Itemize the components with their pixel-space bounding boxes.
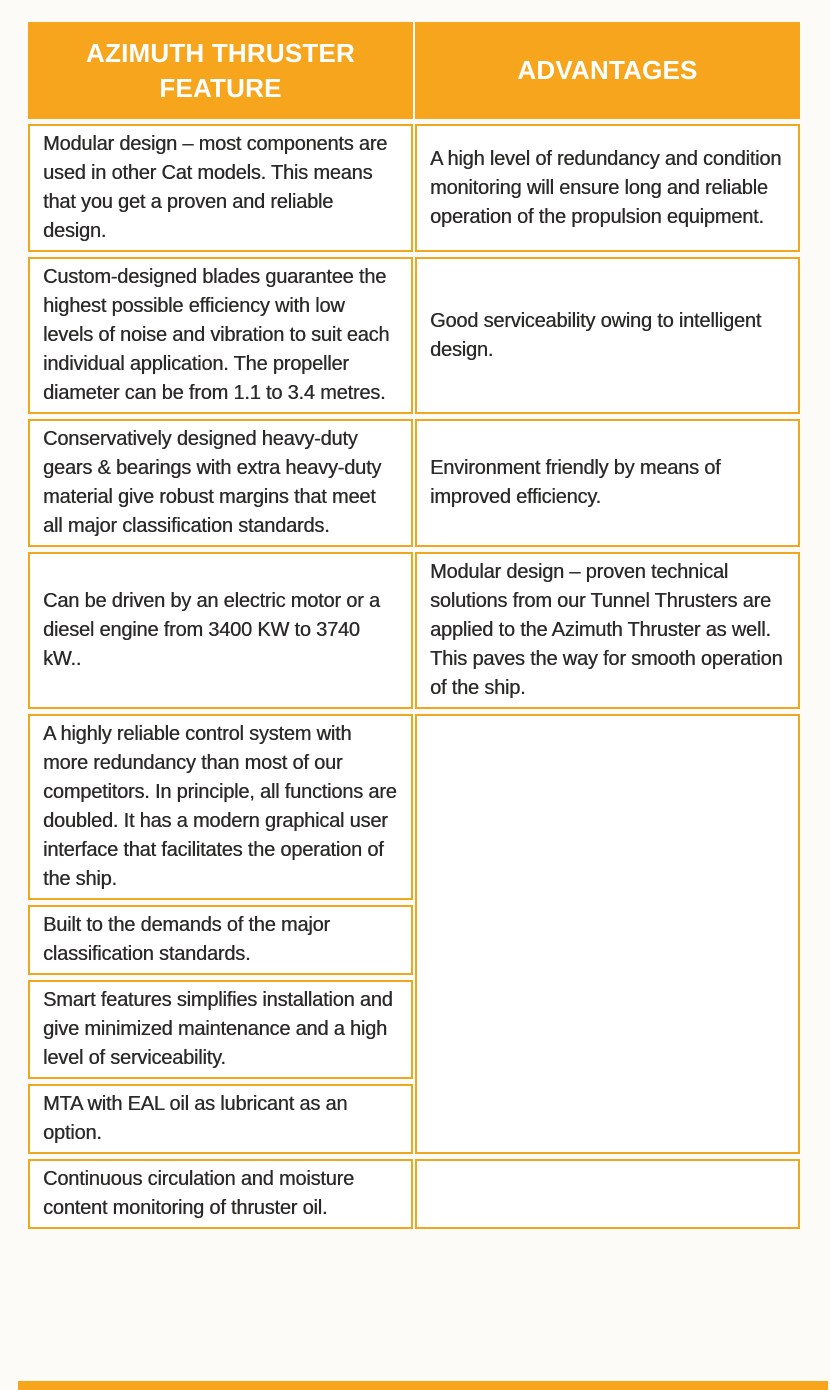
feature-advantage-table [26,17,802,1234]
feature-cell: MTA with EAL oil as lubricant as an option. [28,1084,413,1154]
advantage-cell: A high level of redundancy and condition monitoring will ensure long and reliable operation of the propulsion equipment. [415,124,800,252]
advantage-cell-empty-merged [415,714,800,1154]
advantages-column-header-label: ADVANTAGES [517,55,698,85]
feature-cell: Built to the demands of the major classification standards. [28,905,413,975]
feature-cell: A highly reliable control system with more redundancy than most of our competitors. In principle, all functions are doubled. It has a modern graphical user interface that facilitates the operation of the ship. [28,714,413,900]
cropped-orange-band-bottom [18,1381,828,1390]
advantages-column-header [415,22,800,119]
feature-cell: Can be driven by an electric motor or a diesel engine from 3400 KW to 3740 kW.. [28,552,413,709]
table-header-row [28,22,800,119]
feature-cell: Modular design – most components are used in other Cat models. This means that you get a proven and reliable design. [28,124,413,252]
advantage-cell-empty [415,1159,800,1229]
table-row [28,419,800,547]
feature-cell: Conservatively designed heavy-duty gears & bearings with extra heavy-duty material give robust margins that meet all major classification standards. [28,419,413,547]
feature-cell: Smart features simplifies installation and give minimized maintenance and a high level of serviceability. [28,980,413,1079]
feature-cell: Custom-designed blades guarantee the highest possible efficiency with low levels of noise and vibration to suit each individual application. The propeller diameter can be from 1.1 to 3.4 metres. [28,257,413,414]
table-row [28,124,800,252]
feature-column-header-label: AZIMUTH THRUSTER FEATURE [86,37,355,103]
advantage-cell: Environment friendly by means of improved efficiency. [415,419,800,547]
feature-column-header [28,22,413,119]
advantage-cell: Modular design – proven technical solutions from our Tunnel Thrusters are applied to the Azimuth Thruster as well. This paves the way for smooth operation of the ship. [415,552,800,709]
table-row [28,552,800,709]
table-row [28,1159,800,1229]
advantage-cell: Good serviceability owing to intelligent design. [415,257,800,414]
feature-cell: Continuous circulation and moisture content monitoring of thruster oil. [28,1159,413,1229]
table-row [28,714,800,900]
table-row [28,257,800,414]
